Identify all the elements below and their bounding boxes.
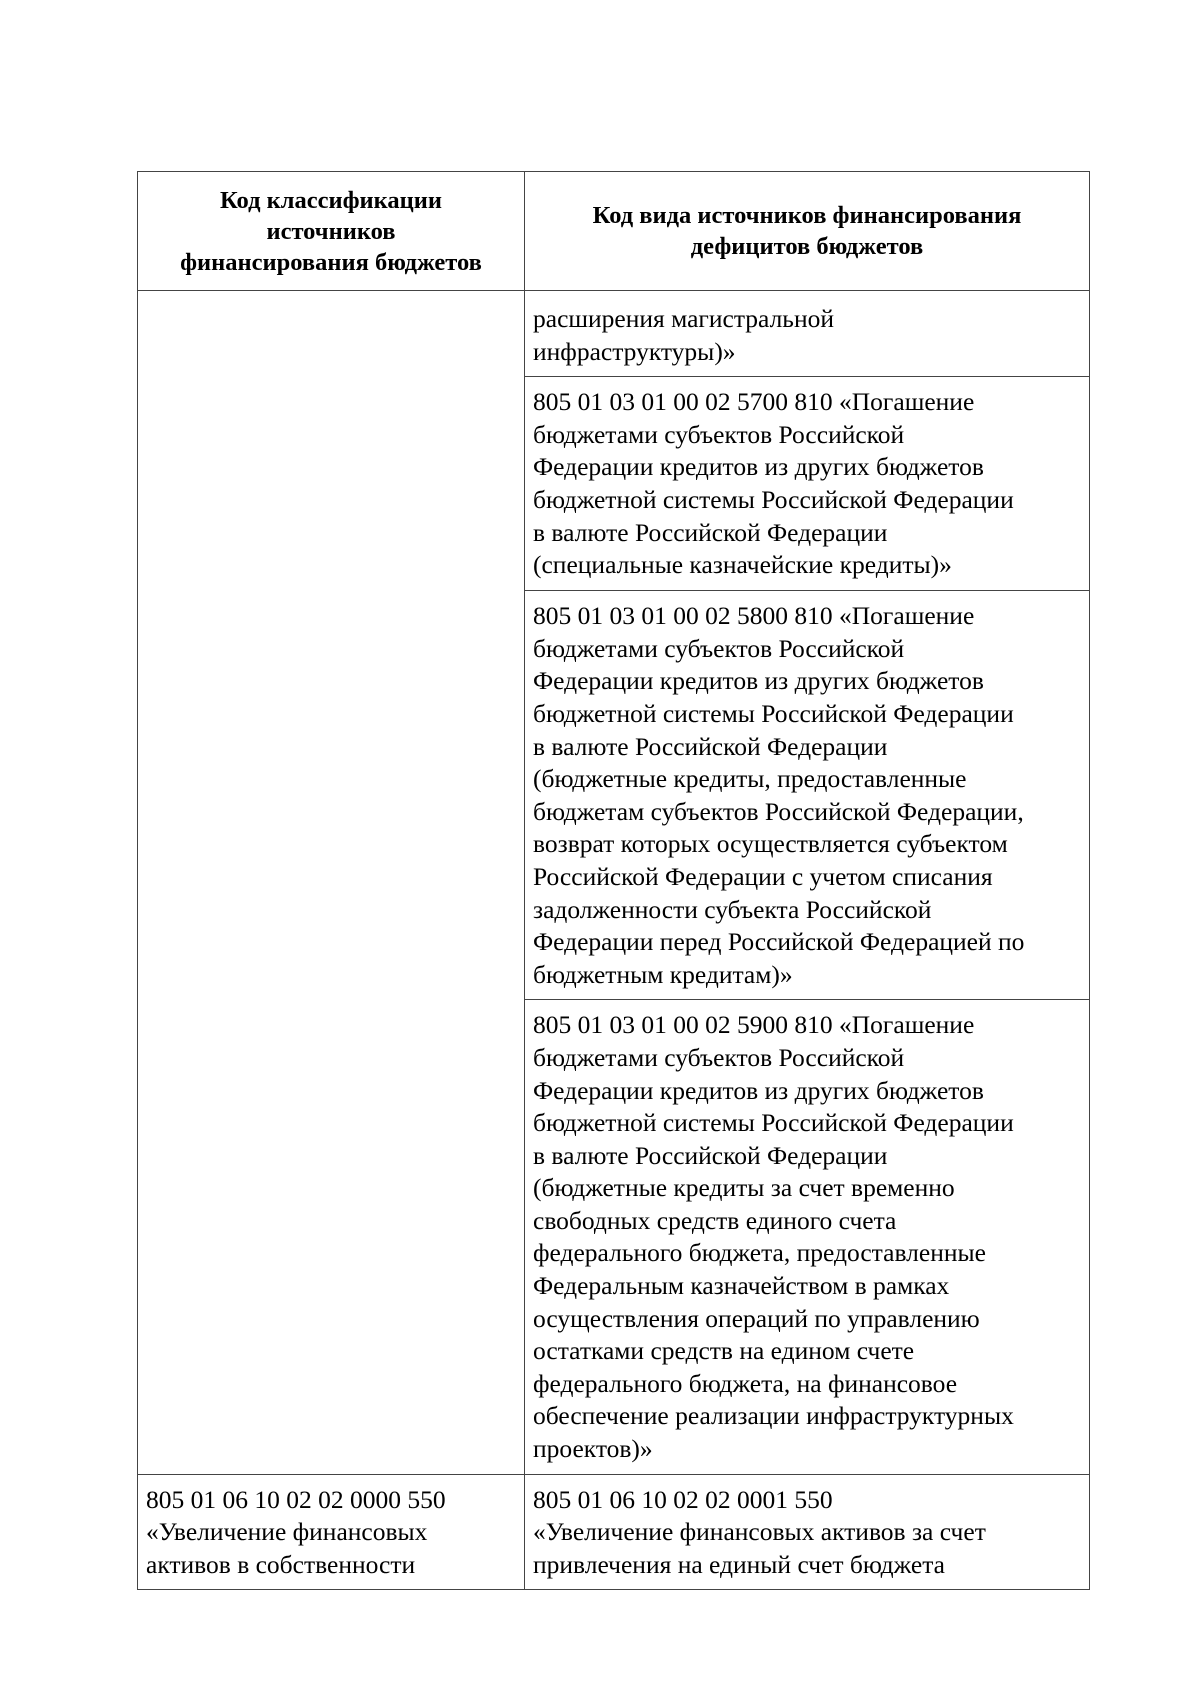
- table-cell-right: [525, 291, 1090, 377]
- table-cell-left-text: 805 01 06 10 02 02 0000 550 «Увеличение финансовых активов в собственности: [146, 1484, 446, 1579]
- table-cell-right-text: 805 01 06 10 02 02 0001 550 «Увеличение финансовых активов за счет привлечения на единый счет бюджета: [533, 1484, 986, 1579]
- header-classification-code: [138, 172, 525, 291]
- table-cell-right-text: 805 01 03 01 00 02 5900 810 «Погашение бюджетами субъектов Российской Федерации кредитов из других бюджетов бюджетной системы Российской Федерации в валюте Российской Федерации (бюджетные кредиты за счет временно свободных средств единого счета федерального бюджета, предоставленные Федеральным казначейством в рамках осуществления операций по управлению остатками средств на едином счете федерального бюджета, на финансовое обеспечение реализации инфраструктурных проектов)»: [533, 1010, 1014, 1464]
- table-cell-right: [525, 1000, 1090, 1474]
- table-cell-right: [525, 591, 1090, 1000]
- header-source-type-code: [525, 172, 1090, 291]
- table-header-row: [138, 172, 1090, 291]
- header-source-type-code-text: Код вида источников финансирования дефицитов бюджетов: [592, 202, 1022, 260]
- table-cell-left-text: [138, 291, 524, 311]
- budget-classification-table: [137, 171, 1090, 1590]
- table-row: [138, 291, 1090, 377]
- table-cell-right-text: расширения магистральной инфраструктуры)»: [533, 304, 834, 366]
- table-cell-right-text: 805 01 03 01 00 02 5800 810 «Погашение бюджетами субъектов Российской Федерации кредитов из других бюджетов бюджетной системы Российской Федерации в валюте Российской Федерации (бюджетные кредиты, предоставленные бюджетам субъектов Российской Федерации, возврат которых осуществляется субъектом Российской Федерации с учетом списания задолженности субъекта Российской Федерации перед Российской Федерацией по бюджетным кредитам)»: [533, 601, 1025, 989]
- table-cell-left: [138, 1474, 525, 1590]
- table-row: [138, 1474, 1090, 1590]
- table-cell-left-empty: [138, 291, 525, 1475]
- table-cell-right: [525, 1474, 1090, 1590]
- header-classification-code-text: Код классификации источников финансирования бюджетов: [180, 186, 482, 276]
- table-cell-right-text: 805 01 03 01 00 02 5700 810 «Погашение бюджетами субъектов Российской Федерации кредитов из других бюджетов бюджетной системы Российской Федерации в валюте Российской Федерации (специальные казначейские кредиты)»: [533, 387, 1014, 580]
- table-cell-right: [525, 377, 1090, 591]
